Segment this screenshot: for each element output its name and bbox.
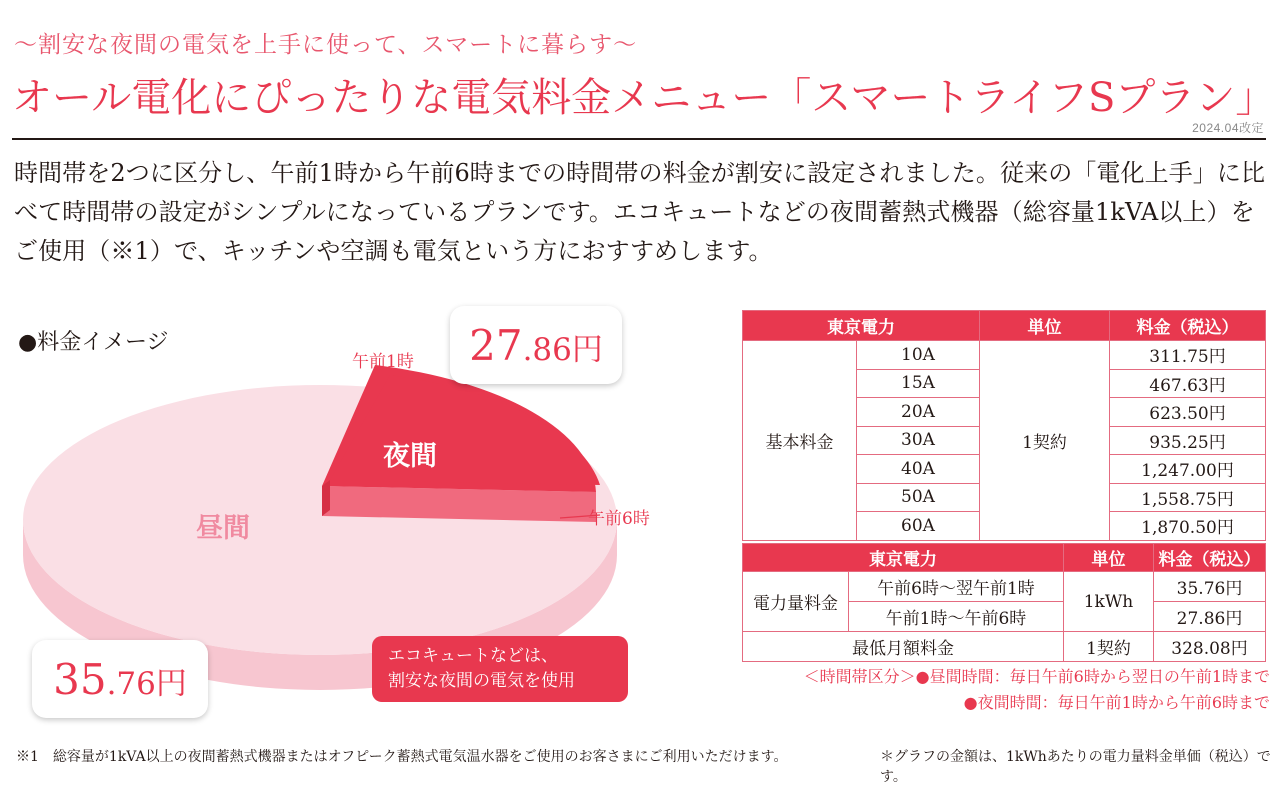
footnote-right: ＊グラフの金額は、1kWhあたりの電力量料金単価（税込）です。: [880, 749, 1271, 785]
night-price-integer: 27: [469, 320, 523, 370]
table-row-header: [743, 544, 1266, 572]
day-price-decimal: .76: [106, 665, 156, 702]
chart-label-daytime: 昼間: [196, 513, 250, 544]
cell-amp: 50A: [857, 483, 980, 512]
note-line1: ＜時間帯区分＞●昼間時間：毎日午前6時から翌日の午前1時まで: [803, 667, 1270, 686]
cell-amp: 20A: [857, 398, 980, 427]
cell-price: 27.86円: [1154, 602, 1266, 632]
cell-unit: 1kWh: [1064, 572, 1154, 632]
header-price: 料金（税込）: [1154, 544, 1266, 572]
cell-basic-charge-label: 基本料金: [743, 341, 857, 541]
chart-label-1am: 午前1時: [352, 352, 414, 372]
cell-price: 35.76円: [1154, 572, 1266, 602]
callout-ecocute-note: [372, 636, 628, 702]
table-basic-charge: [742, 310, 1266, 541]
cell-usage-charge-label: 電力量料金: [743, 572, 849, 632]
callout-day-price: [32, 640, 208, 718]
cell-amp: 60A: [857, 512, 980, 541]
header-unit: 単位: [980, 311, 1110, 341]
cell-period: 午前1時〜午前6時: [849, 602, 1064, 632]
note-line2: ●夜間時間：毎日午前1時から午前6時まで: [963, 693, 1270, 712]
header-price: 料金（税込）: [1110, 311, 1266, 341]
cell-amp: 15A: [857, 369, 980, 398]
night-price-yen: 円: [571, 331, 603, 368]
cell-price: 935.25円: [1110, 426, 1266, 455]
chart-label-nighttime: 夜間: [383, 441, 437, 472]
header-company: 東京電力: [743, 311, 980, 341]
cell-price: 467.63円: [1110, 369, 1266, 398]
chart-title: ●料金イメージ: [18, 330, 169, 355]
callout-night-price: [450, 306, 622, 384]
footnote-left: ※1 総容量が1kVA以上の夜間蓄熱式機器またはオフピーク蓄熱式電気温水器をご使用のお客さまにご利用いただけます。: [16, 749, 788, 765]
night-price-decimal: .86: [522, 331, 572, 368]
cell-amp: 40A: [857, 455, 980, 484]
cell-amp: 30A: [857, 426, 980, 455]
cell-price: 623.50円: [1110, 398, 1266, 427]
header-company: 東京電力: [743, 544, 1064, 572]
table-row: [743, 341, 1266, 370]
cell-price: 311.75円: [1110, 341, 1266, 370]
page-title: オール電化にぴったりな電気料金メニュー「スマートライフSプラン」: [12, 75, 1276, 121]
table-row: [743, 632, 1266, 662]
cell-price: 1,247.00円: [1110, 455, 1266, 484]
day-price-yen: 円: [155, 665, 187, 702]
revision-date: 2024.04改定: [1192, 121, 1264, 135]
cell-minimum-label: 最低月額料金: [743, 632, 1064, 662]
time-period-notes: [742, 664, 1270, 716]
header-divider: [12, 138, 1266, 140]
cell-minimum-unit: 1契約: [1064, 632, 1154, 662]
cell-price: 1,558.75円: [1110, 483, 1266, 512]
day-price-integer: 35: [53, 654, 107, 704]
chart-label-6am: 午前6時: [588, 509, 650, 529]
table-row-header: [743, 311, 1266, 341]
header-unit: 単位: [1064, 544, 1154, 572]
cell-amp: 10A: [857, 341, 980, 370]
table-usage-charge: [742, 543, 1266, 662]
cell-price: 1,870.50円: [1110, 512, 1266, 541]
ecocute-note-line2: 割安な夜間の電気を使用: [388, 671, 575, 691]
ecocute-note-line1: エコキュートなどは、: [388, 646, 558, 666]
lead-paragraph: 時間帯を2つに区分し、午前1時から午前6時までの時間帯の料金が割安に設定されました。従来の「電化上手」に比べて時間帯の設定がシンプルになっているプランです。エコキュートなどの夜間蓄熱式機器（総容量1kVA以上）をご使用（※1）で、キッチンや空調も電気という方におすすめします。: [14, 159, 1266, 265]
page-kicker: 〜割安な夜間の電気を上手に使って、スマートに暮らす〜: [14, 32, 638, 58]
cell-unit: 1契約: [980, 341, 1110, 541]
table-row: [743, 572, 1266, 602]
cell-minimum-price: 328.08円: [1154, 632, 1266, 662]
cell-period: 午前6時〜翌午前1時: [849, 572, 1064, 602]
